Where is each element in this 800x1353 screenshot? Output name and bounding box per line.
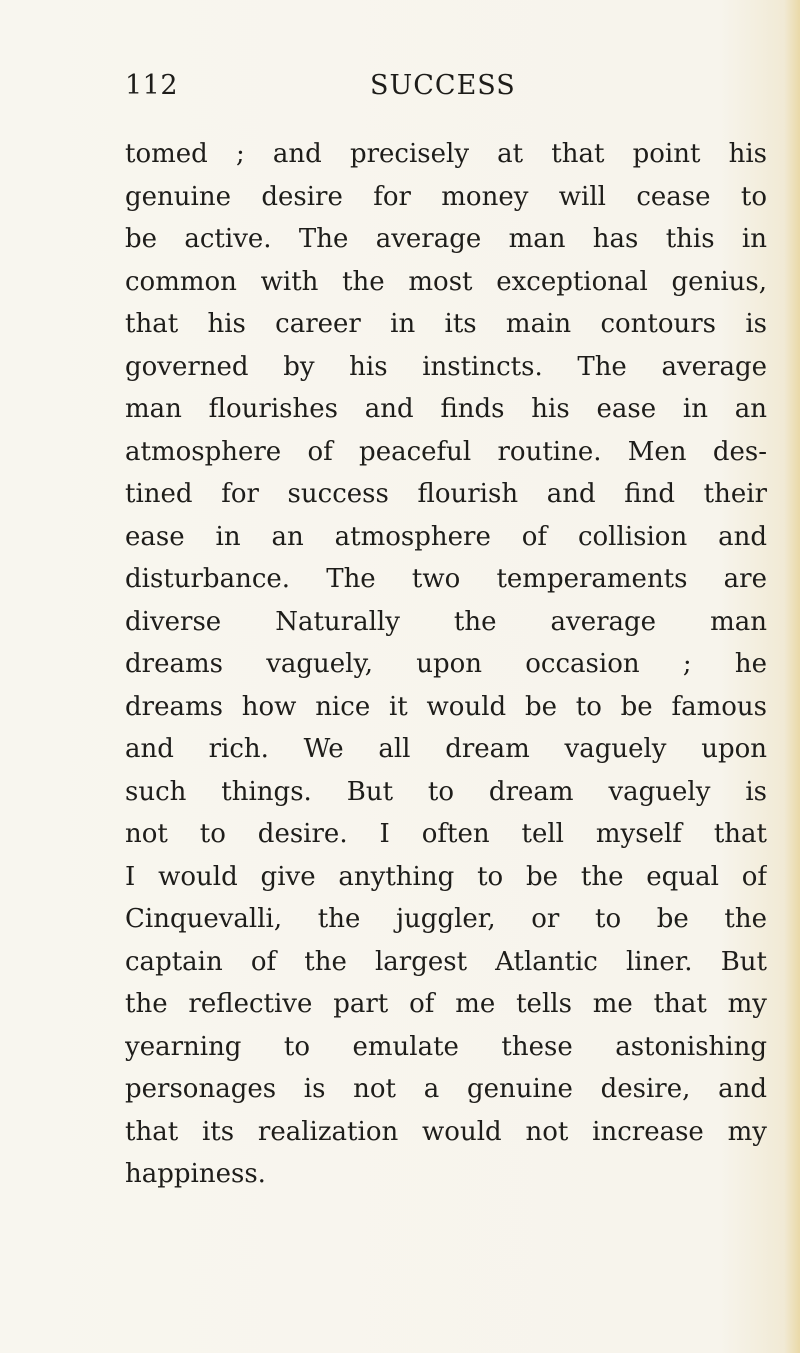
text-line: diverse Naturally the average man <box>125 606 767 637</box>
page-number: 112 <box>125 70 179 101</box>
text-line: tined for success flourish and find their <box>125 479 767 509</box>
text-line: governed by his instincts. The average <box>125 351 767 382</box>
text-line: genuine desire for money will cease to <box>125 181 767 212</box>
text-line: ease in an atmosphere of collision and <box>125 521 767 552</box>
text-line: not to desire. I often tell myself that <box>125 819 767 849</box>
text-line: common with the most exceptional genius, <box>125 266 767 297</box>
page-header <box>125 70 765 110</box>
text-line: and rich. We all dream vaguely upon <box>125 734 767 764</box>
text-line: man flourishes and finds his ease in an <box>125 394 767 424</box>
text-line: the reflective part of me tells me that my <box>125 989 767 1019</box>
body-text <box>125 133 767 1196</box>
text-line: that his career in its main contours is <box>125 309 767 339</box>
text-line: disturbance. The two temperaments are <box>125 564 767 594</box>
text-line: Cinquevalli, the juggler, or to be the <box>125 904 767 934</box>
text-line: be active. The average man has this in <box>125 224 767 254</box>
text-line: personages is not a genuine desire, and <box>125 1074 767 1104</box>
text-line: that its realization would not increase my <box>125 1116 767 1147</box>
text-line: yearning to emulate these astonishing <box>125 1031 767 1062</box>
text-line: such things. But to dream vaguely is <box>125 776 767 807</box>
text-line-last: happiness. <box>125 1159 266 1189</box>
text-line: dreams how nice it would be to be famous <box>125 691 767 722</box>
text-line: I would give anything to be the equal of <box>125 861 767 892</box>
running-head: SUCCESS <box>370 70 516 101</box>
text-line: captain of the largest Atlantic liner. But <box>125 946 767 977</box>
text-line: dreams vaguely, upon occasion ; he <box>125 649 767 679</box>
text-line: tomed ; and precisely at that point his <box>125 139 767 169</box>
text-line: atmosphere of peaceful routine. Men des- <box>125 436 767 467</box>
